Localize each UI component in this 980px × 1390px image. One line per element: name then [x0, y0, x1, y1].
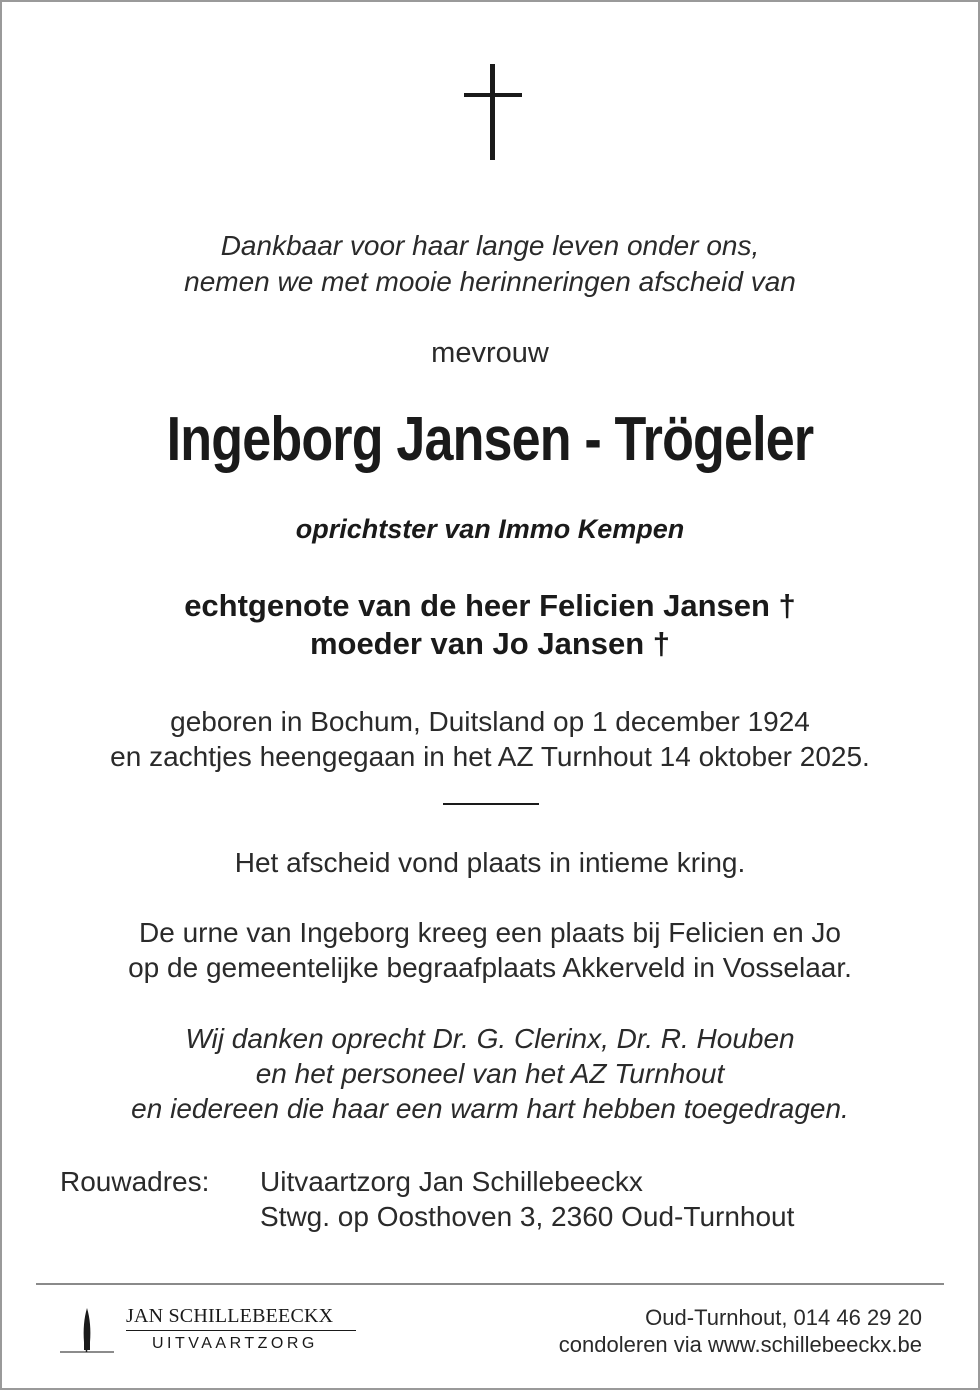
contact-phone-line: Oud-Turnhout, 014 46 29 20 [645, 1305, 922, 1330]
brand-subtitle: UITVAARTZORG [152, 1335, 318, 1352]
urn-line-2: op de gemeentelijke begraafplaats Akkerveld in Vosselaar. [128, 952, 852, 983]
intro-line-1: Dankbaar voor haar lange leven onder ons, [220, 230, 760, 261]
thanks-line-1: Wij danken oprecht Dr. G. Clerinx, Dr. R. Houben [185, 1023, 795, 1054]
cypress-tree-icon [60, 1306, 114, 1354]
mourning-address [260, 1164, 794, 1234]
death-line: en zachtjes heengegaan in het AZ Turnhout 14 oktober 2025. [110, 741, 870, 772]
contact-web-line: condoleren via www.schillebeeckx.be [558, 1332, 922, 1357]
urn-note [2, 915, 978, 985]
funeral-home-logo [60, 1302, 370, 1362]
title-prefix: mevrouw [431, 337, 549, 369]
intro-line-2: nemen we met mooie herinneringen afscheid van [184, 266, 796, 297]
mourning-address-label: Rouwadres: [60, 1166, 210, 1197]
farewell-note: Het afscheid vond plaats in intieme kring. [234, 847, 746, 878]
section-divider [443, 803, 539, 805]
mourning-address-line-2: Stwg. op Oosthoven 3, 2360 Oud-Turnhout [260, 1201, 795, 1232]
brand-name: JAN SCHILLEBEECKX [126, 1305, 334, 1327]
footer-rule [36, 1283, 944, 1285]
cross-icon [464, 64, 522, 160]
deceased-role: oprichtster van Immo Kempen [295, 514, 685, 544]
birth-death-info [2, 704, 978, 774]
deceased-name: Ingeborg Jansen - Trögeler [166, 405, 814, 474]
thanks-line-2: en het personeel van het AZ Turnhout [255, 1058, 725, 1089]
family-relations [2, 587, 978, 663]
child-line: moeder van Jo Jansen † [309, 626, 671, 661]
urn-line-1: De urne van Ingeborg kreeg een plaats bij Felicien en Jo [139, 917, 841, 948]
birth-line: geboren in Bochum, Duitsland op 1 december 1924 [170, 706, 810, 737]
intro-text [2, 228, 978, 300]
spouse-line: echtgenote van de heer Felicien Jansen † [184, 588, 796, 623]
thanks-line-3: en iedereen die haar een warm hart hebben toegedragen. [131, 1093, 849, 1124]
thanks-note [2, 1021, 978, 1126]
footer-contact [559, 1304, 922, 1358]
brand-underline [126, 1330, 356, 1331]
mourning-address-line-1: Uitvaartzorg Jan Schillebeeckx [260, 1166, 643, 1197]
